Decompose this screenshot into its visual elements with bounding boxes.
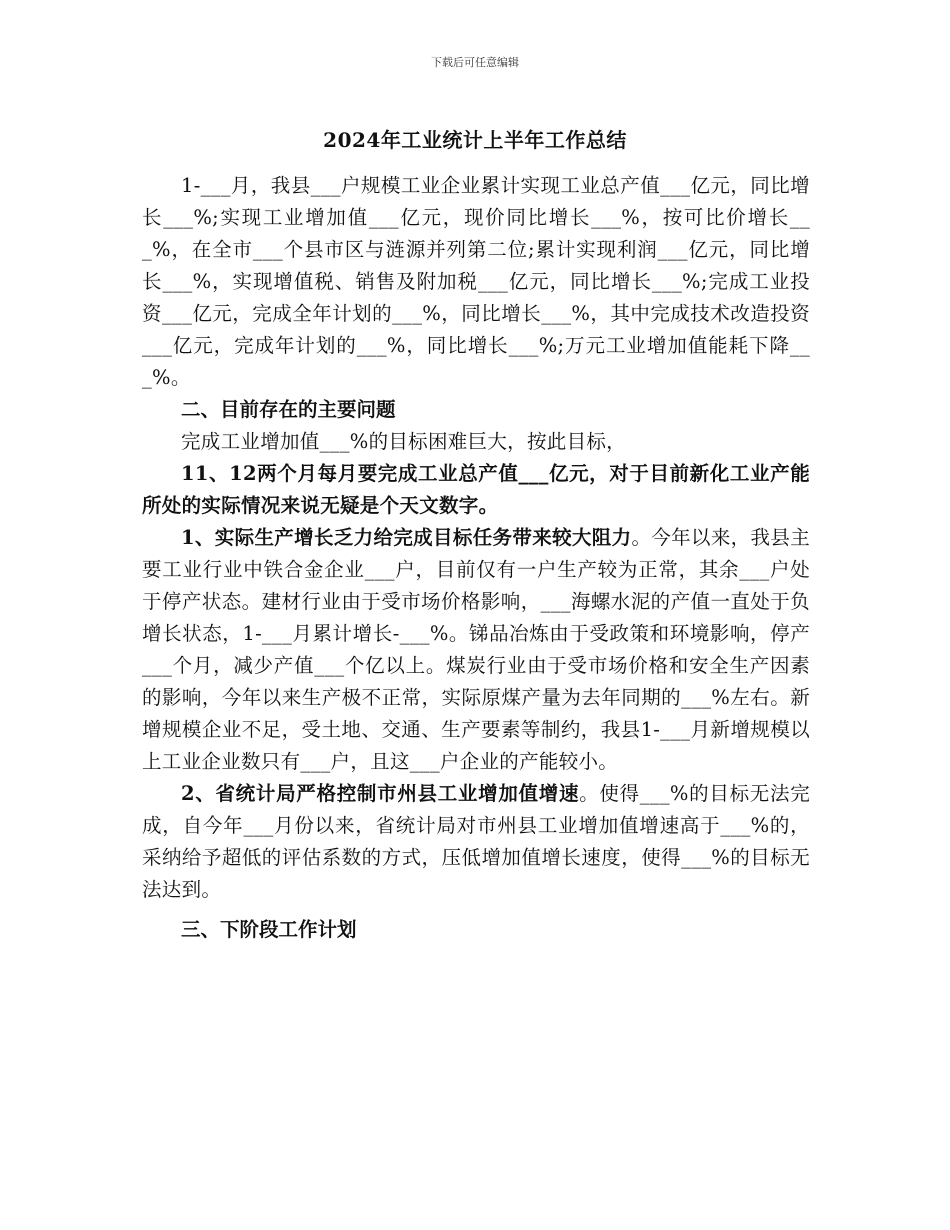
paragraph-production-growth (142, 522, 810, 778)
document-body (142, 170, 810, 946)
spacer (142, 906, 810, 914)
paragraph-body-production: 。今年以来，我县主要工业行业中铁合金企业___户，目前仅有一户生产较为正常，其余___户处于停产状态。建材行业由于受市场价格影响，___海螺水泥的产值一直处于负增长状态，1-___月累计增长-___%。锑品冶炼由于受政策和环境影响，停产___个月，减少产值___个亿以上。煤炭行业由于受市场价格和安全生产因素的影响，今年以来生产极不正常，实际原煤产量为去年同期的___%左右。新增规模企业不足，受土地、交通、生产要素等制约，我县1-___月新增规模以上工业企业数只有___户，且这___户企业的产能较小。 (142, 526, 811, 773)
paragraph-target: 完成工业增加值___%的目标困难巨大，按此目标， (181, 430, 626, 453)
header-note: 下载后可任意编辑 (431, 56, 519, 69)
section-heading-plan: 三、下阶段工作计划 (181, 918, 357, 941)
paragraph-lead-statistics: 2、省统计局严格控制市州县工业增加值增速 (181, 782, 580, 805)
paragraph-lead-production: 1、实际生产增长乏力给完成目标任务带来较大阻力 (181, 526, 632, 549)
section-heading-problems: 二、目前存在的主要问题 (181, 398, 396, 421)
paragraph-monthly-output: 11、12两个月每月要完成工业总产值___亿元，对于目前新化工业产能所处的实际情况来说无疑是个天文数字。 (142, 462, 810, 517)
paragraph-body-statistics: 。使得___%的目标无法完成，自今年___月份以来，省统计局对市州县工业增加值增速高于___%的，采纳给予超低的评估系数的方式，压低增加值增长速度，使得___%的目标无法达到。 (142, 782, 810, 901)
paragraph-statistics-control (142, 778, 810, 906)
paragraph-summary: 1-___月，我县___户规模工业企业累计实现工业总产值___亿元，同比增长___%;实现工业增加值___亿元，现价同比增长___%，按可比价增长___%，在全市___个县市区与涟源并列第二位;累计实现利润___亿元，同比增长___%，实现增值税、销售及附加税___亿元，同比增长___%;完成工业投资___亿元，完成全年计划的___%，同比增长___%，其中完成技术改造投资___亿元，完成年计划的___%，同比增长___%;万元工业增加值能耗下降___%。 (142, 174, 810, 389)
document-title: 2024年工业统计上半年工作总结 (323, 128, 627, 152)
